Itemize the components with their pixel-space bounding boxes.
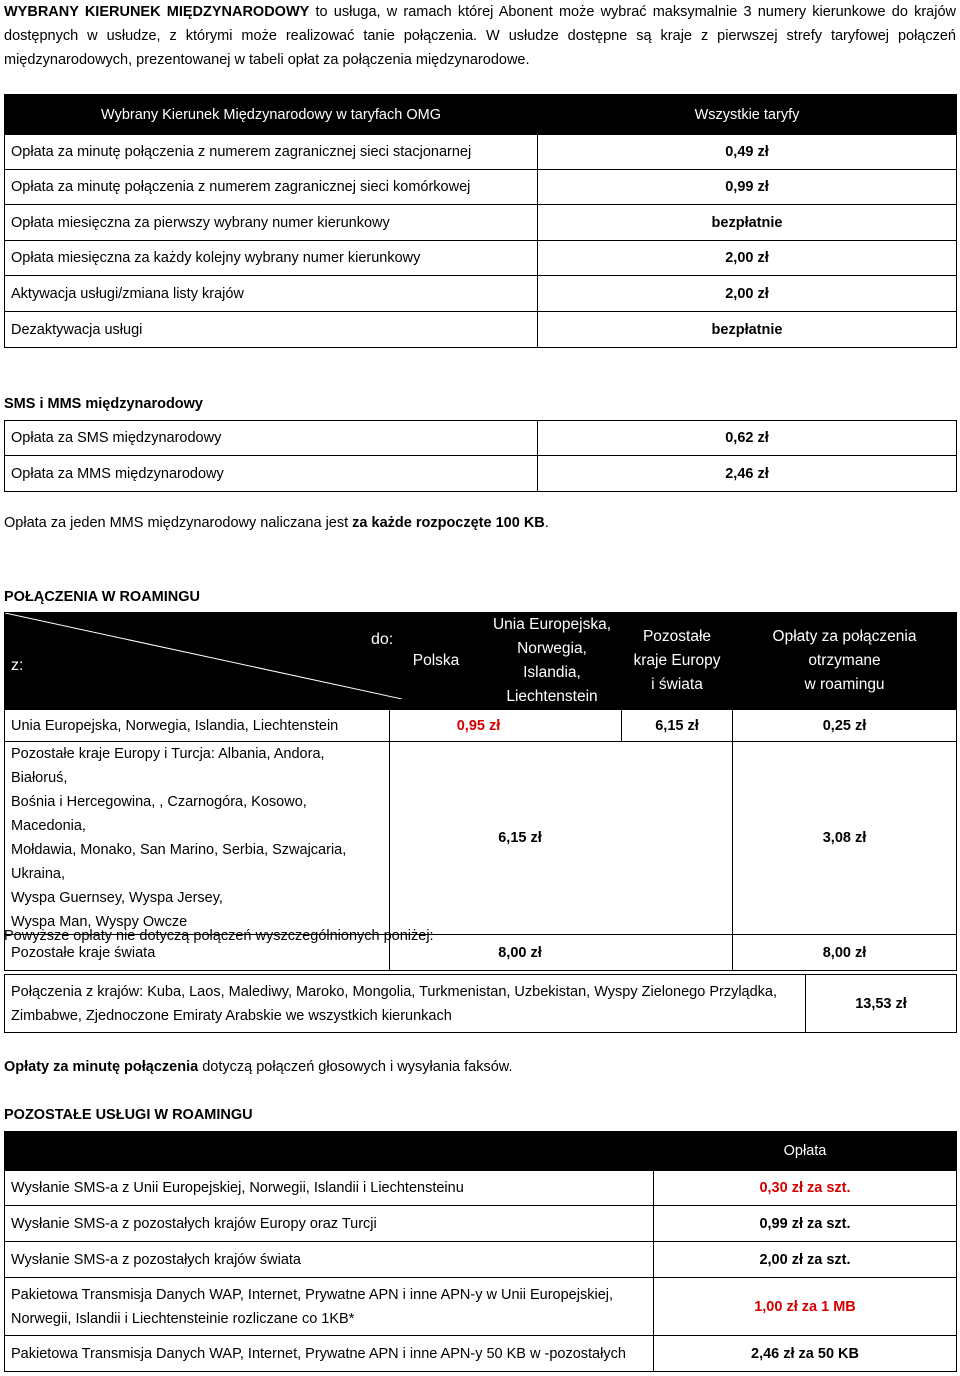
- roaming-row1-label: Unia Europejska, Norwegia, Islandia, Liechtenstein: [5, 710, 390, 742]
- intro-text: to usługa, w ramach której Abonent może wybrać maksymalnie 3 numery kierunkowe do krajów dostępnych w usłudze, z którymi może realizować tanie połączenia. W usłudze dostępne są kraje z pierwszej strefy taryfowej połączeń międzynarodowych, prezentowanej w tabeli opłat za połączenia międzynarodowe.: [4, 4, 956, 68]
- roaming-row2-recv: 3,08 zł: [733, 742, 957, 935]
- col-recv-line: Opłaty za połączenia: [772, 628, 917, 645]
- exception-note: Powyższe opłaty nie dotyczą połączeń wyszczególnionych poniżej:: [4, 928, 434, 944]
- sms-row-value: 2,46 zł: [538, 456, 957, 492]
- intro-paragraph: [4, 0, 956, 72]
- sms-section-title: SMS i MMS międzynarodowy: [4, 396, 203, 412]
- exception-table: [4, 974, 957, 1033]
- col-recv-line: w roamingu: [804, 676, 885, 693]
- col-eu: [483, 613, 622, 710]
- col-received: [733, 613, 957, 710]
- mms-note-bold: za każde rozpoczęte 100 KB: [352, 515, 545, 531]
- col-eu-line: Unia Europejska,: [492, 616, 612, 633]
- other-row-value: 0,99 zł za szt.: [654, 1206, 957, 1242]
- roaming-row3-calls: 8,00 zł: [390, 935, 733, 971]
- other-row-label: Wysłanie SMS-a z pozostałych krajów Europy oraz Turcji: [5, 1206, 654, 1242]
- other-services-table: [4, 1131, 957, 1372]
- omg-row-label: Opłata za minutę połączenia z numerem zagranicznej sieci stacjonarnej: [5, 135, 538, 170]
- other-row-value: 2,00 zł za szt.: [654, 1242, 957, 1278]
- col-polska: Polska: [390, 613, 483, 710]
- mms-note-end: .: [544, 515, 549, 531]
- row2-label-line: Wyspa Man, Wyspy Owcze: [11, 914, 188, 930]
- roaming-row3-label: Pozostałe kraje świata: [5, 935, 390, 971]
- roaming-header-corner: [5, 613, 394, 710]
- col-recv-line: otrzymane: [808, 652, 881, 669]
- row2-label-line: Wyspa Guernsey, Wyspa Jersey,: [11, 890, 223, 906]
- omg-row-value: 0,99 zł: [538, 170, 957, 205]
- other-row-label: Pakietowa Transmisja Danych WAP, Internet, Prywatne APN i inne APN-y 50 KB w -pozostałych: [5, 1336, 654, 1372]
- mms-note-start: Opłata za jeden MMS międzynarodowy naliczana jest: [4, 515, 353, 531]
- intro-bold: WYBRANY KIERUNEK MIĘDZYNARODOWY: [4, 4, 310, 20]
- omg-table: [4, 94, 957, 348]
- diagonal-line-icon: [5, 613, 402, 699]
- omg-row-label: Opłata miesięczna za pierwszy wybrany numer kierunkowy: [5, 205, 538, 241]
- other-services-title: POZOSTAŁE USŁUGI W ROAMINGU: [4, 1107, 253, 1123]
- other-row-value: 2,46 zł za 50 KB: [654, 1336, 957, 1372]
- roaming-row2-label: [5, 742, 390, 935]
- omg-row-value: bezpłatnie: [538, 205, 957, 241]
- roaming-row1-recv: 0,25 zł: [733, 710, 957, 742]
- mms-note: [4, 515, 549, 531]
- omg-row-label: Dezaktywacja usługi: [5, 312, 538, 348]
- other-row-label: Pakietowa Transmisja Danych WAP, Internet, Prywatne APN i inne APN-y w Unii Europejskiej, Norwegii, Islandii i Liechtensteinie rozliczane co 1KB*: [5, 1278, 654, 1336]
- minute-note: [4, 1059, 513, 1075]
- omg-row-value: bezpłatnie: [538, 312, 957, 348]
- omg-row-label: Aktywacja usługi/zmiana listy krajów: [5, 276, 538, 312]
- roaming-table: [4, 612, 957, 971]
- col-eu-line: Liechtenstein: [506, 688, 598, 705]
- omg-row-value: 0,49 zł: [538, 135, 957, 170]
- col-other-line: kraje Europy: [633, 652, 721, 669]
- col-other: [622, 613, 733, 710]
- sms-table: [4, 420, 957, 492]
- row2-label-line: Mołdawia, Monako, San Marino, Serbia, Szwajcaria, Ukraina,: [11, 842, 347, 882]
- header-to-label: do:: [371, 631, 394, 648]
- sms-row-label: Opłata za MMS międzynarodowy: [5, 456, 538, 492]
- roaming-row2-calls: 6,15 zł: [390, 742, 733, 935]
- roaming-title: POŁĄCZENIA W ROAMINGU: [4, 589, 201, 605]
- minute-note-rest: dotyczą połączeń głosowych i wysyłania faksów.: [198, 1059, 513, 1075]
- col-other-line: Pozostałe: [642, 628, 712, 645]
- omg-header-left: Wybrany Kierunek Międzynarodowy w taryfach OMG: [5, 95, 538, 135]
- omg-header-right: Wszystkie taryfy: [538, 95, 957, 135]
- other-row-value: 0,30 zł za szt.: [654, 1171, 957, 1206]
- omg-row-label: Opłata miesięczna za każdy kolejny wybrany numer kierunkowy: [5, 241, 538, 276]
- col-eu-line: Norwegia, Islandia,: [517, 640, 587, 681]
- omg-row-label: Opłata za minutę połączenia z numerem zagranicznej sieci komórkowej: [5, 170, 538, 205]
- exception-value: 13,53 zł: [806, 975, 957, 1033]
- other-header-left: [5, 1132, 654, 1171]
- minute-note-bold: Opłaty za minutę połączenia: [4, 1059, 199, 1075]
- sms-row-label: Opłata za SMS międzynarodowy: [5, 421, 538, 456]
- row2-label-line: Bośnia i Hercegowina, , Czarnogóra, Kosowo, Macedonia,: [11, 794, 307, 834]
- sms-row-value: 0,62 zł: [538, 421, 957, 456]
- exception-label: Połączenia z krajów: Kuba, Laos, Malediwy, Maroko, Mongolia, Turkmenistan, Uzbekistan, Wyspy Zielonego Przylądka, Zimbabwe, Zjednoczone Emiraty Arabskie we wszystkich kierunkach: [5, 975, 806, 1033]
- omg-row-value: 2,00 zł: [538, 276, 957, 312]
- other-row-label: Wysłanie SMS-a z pozostałych krajów świata: [5, 1242, 654, 1278]
- roaming-row3-recv: 8,00 zł: [733, 935, 957, 971]
- other-row-value: 1,00 zł za 1 MB: [654, 1278, 957, 1336]
- roaming-row1-polska: 0,95 zł: [390, 710, 622, 742]
- row2-label-line: Pozostałe kraje Europy i Turcja: Albania, Andora, Białoruś,: [11, 746, 325, 786]
- header-from-label: z:: [11, 657, 24, 674]
- col-other-line: i świata: [651, 676, 703, 693]
- other-row-label: Wysłanie SMS-a z Unii Europejskiej, Norwegii, Islandii i Liechtensteinu: [5, 1171, 654, 1206]
- other-header-right: Opłata: [654, 1132, 957, 1171]
- roaming-row1-other: 6,15 zł: [622, 710, 733, 742]
- omg-row-value: 2,00 zł: [538, 241, 957, 276]
